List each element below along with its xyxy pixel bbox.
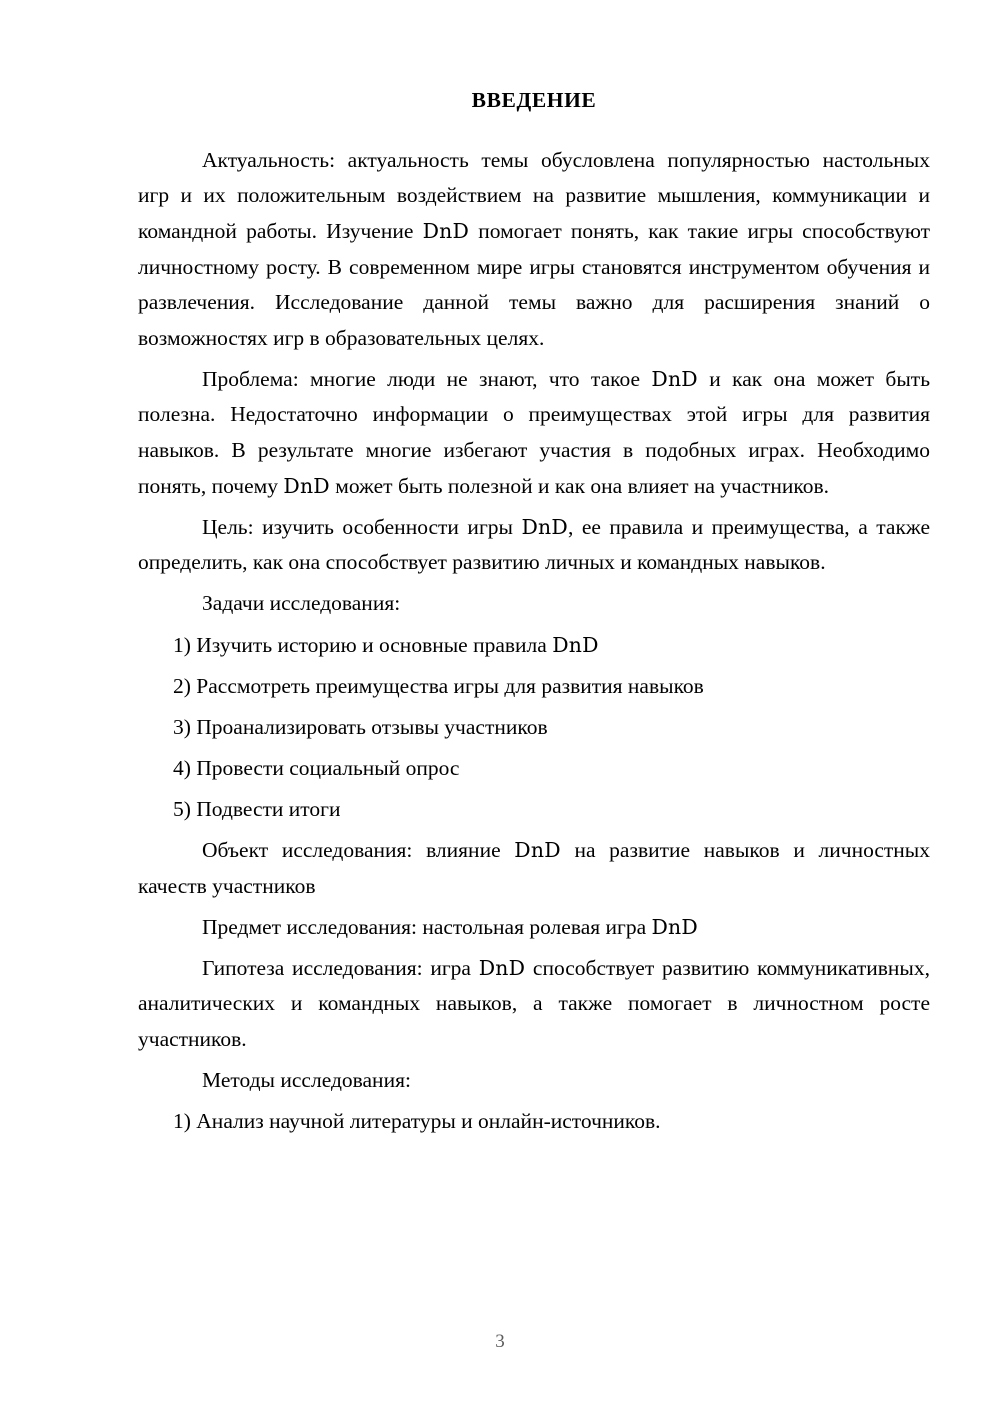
dnd-token: DnD [651, 366, 698, 391]
paragraph-object: Объект исследования: влияние DnD на развитие навыков и личностных качеств участников [138, 837, 930, 898]
dnd-token: DnD [478, 955, 526, 980]
tasks-list [138, 628, 930, 828]
methods-list [138, 1104, 930, 1140]
paragraph-relevance: Актуальность: актуальность темы обусловлена популярностью настольных игр и их положительным воздействием на развитие мышления, коммуникации и командной работы. Изучение DnD помогает понять, как такие игры способствуют личностному росту. В современном мире игры становятся инструментом обучения и развлечения. Исследование данной темы важно для расширения знаний о возможностях игр в образовательных целях. [138, 147, 930, 350]
dnd-token: DnD [422, 218, 470, 243]
paragraph-hypothesis: Гипотеза исследования: игра DnD способствует развитию коммуникативных, аналитических и командных навыков, а также помогает в личностном росте участников. [138, 955, 931, 1051]
list-item: 1) Анализ научной литературы и онлайн-источников. [173, 1109, 661, 1134]
dnd-token: DnD [552, 632, 599, 657]
list-item: 1) Изучить историю и основные правила DnD [173, 632, 599, 657]
list-item: 5) Подвести итоги [173, 796, 341, 821]
paragraph-goal: Цель: изучить особенности игры DnD, ее правила и преимущества, а также определить, как она способствует развитию личных и командных навыков. [138, 514, 930, 575]
paragraph-problem: Проблема: многие люди не знают, что такое DnD и как она может быть полезна. Недостаточно информации о преимуществах этой игры для развития навыков. В результате многие избегают участия в подобных играх. Необходимо понять, почему DnD может быть полезной и как она влияет на участников. [138, 366, 930, 498]
methods-heading: Методы исследования: [202, 1068, 411, 1093]
dnd-token: DnD [651, 914, 698, 939]
paragraph-subject: Предмет исследования: настольная ролевая игра DnD [202, 914, 698, 939]
dnd-token: DnD [514, 837, 561, 862]
dnd-token: DnD [283, 473, 330, 498]
list-item: 4) Провести социальный опрос [173, 755, 460, 780]
list-item: 3) Проанализировать отзывы участников [173, 714, 548, 739]
list-item: 2) Рассмотреть преимущества игры для развития навыков [173, 673, 704, 698]
page-number: 3 [495, 1331, 505, 1352]
page-title: ВВЕДЕНИЕ [471, 88, 597, 112]
page-content [138, 88, 930, 1145]
dnd-token: DnD [521, 514, 568, 539]
tasks-heading: Задачи исследования: [202, 591, 401, 616]
